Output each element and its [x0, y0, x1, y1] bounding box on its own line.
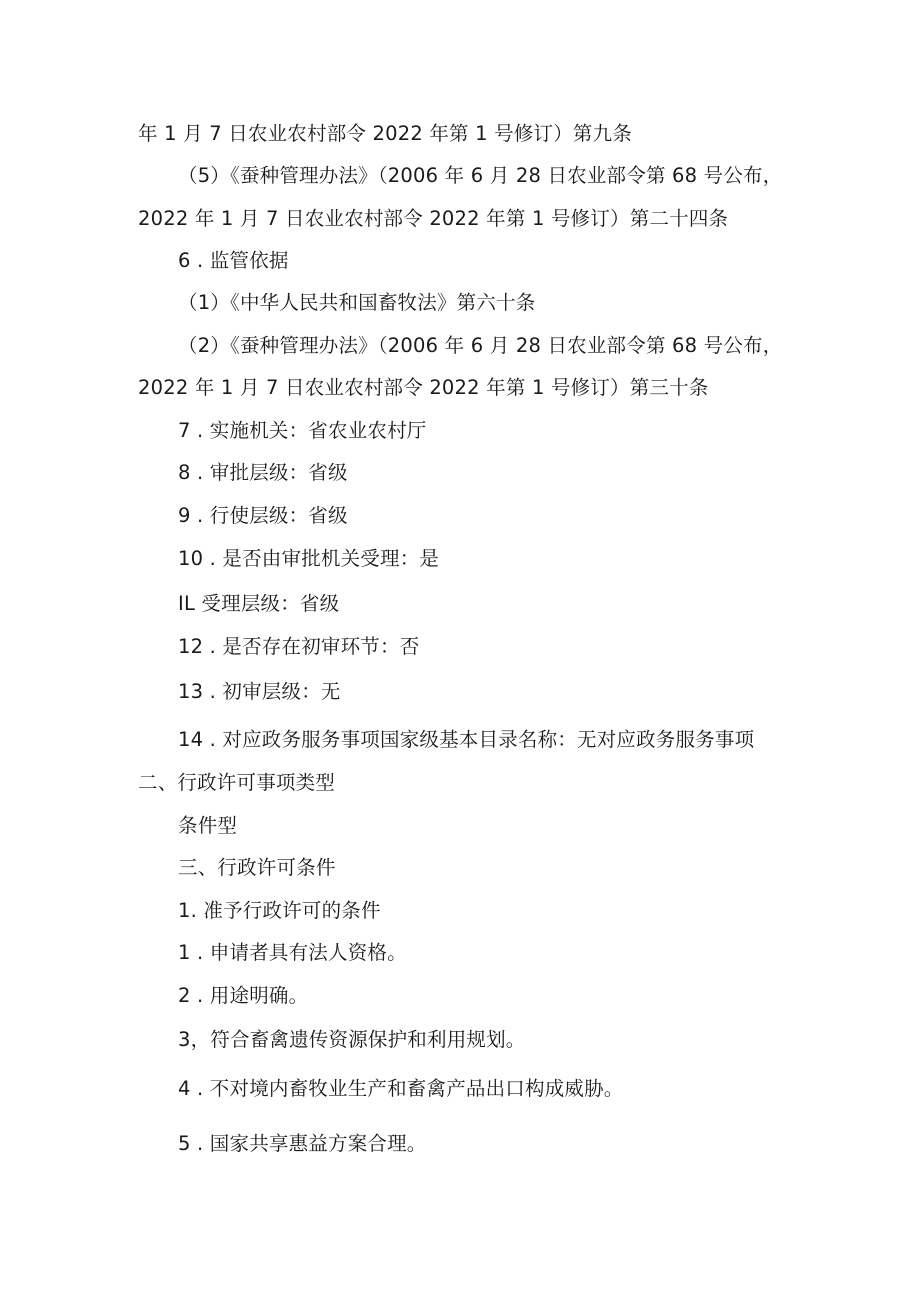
text-line: （5）《蚕种管理办法》（2006 年 6 月 28 日农业部令第 68 号公布， [178, 164, 783, 187]
list-item: 5 . 国家共享惠益方案合理。 [178, 1132, 427, 1155]
section-heading: 6 . 监管依据 [178, 249, 289, 272]
text-line: 14 . 对应政务服务事项国家级基本目录名称：无对应政务服务事项 [178, 728, 755, 751]
text-line: 9 . 行使层级：省级 [178, 504, 348, 527]
text-line: 10 . 是否由审批机关受理：是 [178, 547, 440, 570]
text-line: 2022 年 1 月 7 日农业农村部令 2022 年第 1 号修订）第二十四条 [138, 207, 729, 230]
list-item: 1 . 申请者具有法人资格。 [178, 941, 407, 964]
subsection-heading: 1. 准予行政许可的条件 [178, 899, 381, 922]
text-line: 7 . 实施机关：省农业农村厅 [178, 419, 427, 442]
list-item: 4 . 不对境内畜牧业生产和畜禽产品出口构成威胁。 [178, 1077, 624, 1100]
text-line: （1）《中华人民共和国畜牧法》第六十条 [178, 291, 536, 314]
section-heading: 三、行政许可条件 [178, 856, 336, 879]
text-line: 8 . 审批层级：省级 [178, 461, 348, 484]
text-line: 年 1 月 7 日农业农村部令 2022 年第 1 号修订）第九条 [138, 122, 633, 145]
list-item: 2 . 用途明确。 [178, 984, 309, 1007]
text-line: IL 受理层级：省级 [178, 592, 340, 615]
text-line: 2022 年 1 月 7 日农业农村部令 2022 年第 1 号修订）第三十条 [138, 376, 709, 399]
text-line: 13 . 初审层级：无 [178, 680, 341, 703]
text-line: 条件型 [178, 814, 238, 837]
text-line: 12 . 是否存在初审环节：否 [178, 635, 420, 658]
list-item: 3，符合畜禽遗传资源保护和利用规划。 [178, 1028, 526, 1051]
section-heading: 二、行政许可事项类型 [138, 771, 336, 794]
text-line: （2）《蚕种管理办法》（2006 年 6 月 28 日农业部令第 68 号公布， [178, 334, 783, 357]
